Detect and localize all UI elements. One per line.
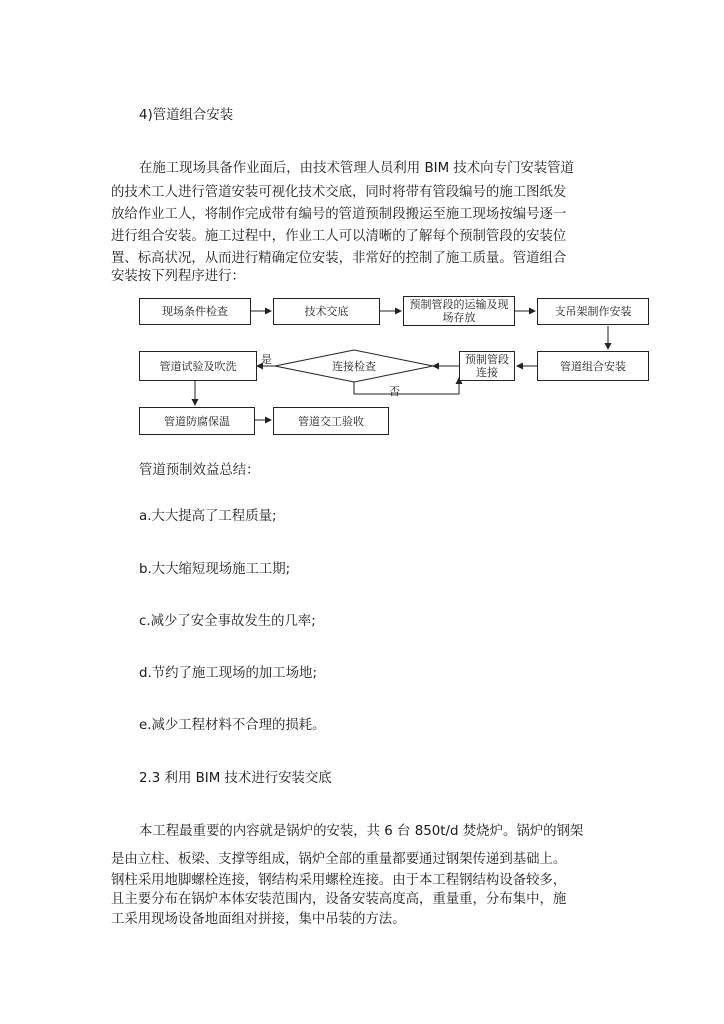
paragraph-2-line: 钢柱采用地脚螺栓连接，钢结构采用螺栓连接。由于本工程钢结构设备较多， (111, 873, 567, 888)
paragraph-1-line: 置、标高状况，从而进行精确定位安装，非常好的控制了施工质量。管道组合 (111, 251, 567, 266)
flow-step-technical-briefing: 技术交底 (273, 298, 380, 325)
paragraph-1-line: 安装按下列程序进行： (111, 269, 245, 284)
arrow-no-loop (354, 378, 459, 394)
paragraph-1-line: 放给作业工人，将制作完成带有编号的管道预制段搬运至施工现场按编号逐一 (111, 207, 567, 222)
flow-step-handover-acceptance: 管道交工验收 (273, 407, 389, 435)
flow-step-site-inspection: 现场条件检查 (139, 298, 251, 325)
installation-flowchart (133, 290, 653, 440)
benefit-item: a.大大提高了工程质量; (139, 509, 277, 524)
paragraph-2-line: 是由立柱、板梁、支撑等组成，锅炉全部的重量都要通过钢架传递到基础上。 (111, 852, 567, 867)
yes-label: 是 (261, 353, 272, 366)
summary-title: 管道预制效益总结： (139, 463, 260, 478)
no-label: 否 (389, 385, 400, 398)
paragraph-2-first-line: 本工程最重要的内容就是锅炉的安装，共 6 台 850t/d 焚烧炉。锅炉的钢架 (139, 824, 584, 839)
flow-step-pressure-test-flush: 管道试验及吹洗 (139, 351, 257, 381)
benefit-item: d.节约了施工现场的加工场地; (139, 666, 317, 681)
subsection-heading: 4)管道组合安装 (139, 108, 234, 123)
section-title: 2.3 利用 BIM 技术进行安装交底 (139, 771, 332, 786)
flow-step-pipe-assembly: 管道组合安装 (537, 351, 649, 381)
paragraph-1-line: 的技术工人进行管道安装可视化技术交底，同时将带有管段编号的施工图纸发 (111, 185, 567, 200)
flow-step-transport-storage: 预制管段的运输及现场存放 (403, 296, 515, 326)
benefit-item: c.减少了安全事故发生的几率; (139, 614, 316, 629)
paragraph-2-line: 且主要分布在锅炉本体安装范围内，设备安装高度高，重量重，分布集中，施 (111, 892, 567, 907)
benefit-item: e.减少工程材料不合理的损耗。 (139, 718, 326, 733)
decision-connection-check: 连接检查 (332, 360, 376, 373)
paragraph-2-line: 工采用现场设备地面组对拼接，集中吊装的方法。 (111, 912, 406, 927)
benefit-item: b.大大缩短现场施工工期; (139, 562, 291, 577)
flow-step-anticorrosion-insulation: 管道防腐保温 (139, 407, 255, 435)
flow-step-prefab-segment-connection: 预制管段连接 (459, 351, 515, 381)
flow-step-support-fabrication: 支吊架制作安装 (537, 298, 649, 325)
paragraph-1-line: 进行组合安装。施工过程中，作业工人可以清晰的了解每个预制管段的安装位 (111, 229, 567, 244)
paragraph-1-first-line: 在施工现场具备作业面后，由技术管理人员利用 BIM 技术向专门安装管道 (139, 161, 574, 176)
